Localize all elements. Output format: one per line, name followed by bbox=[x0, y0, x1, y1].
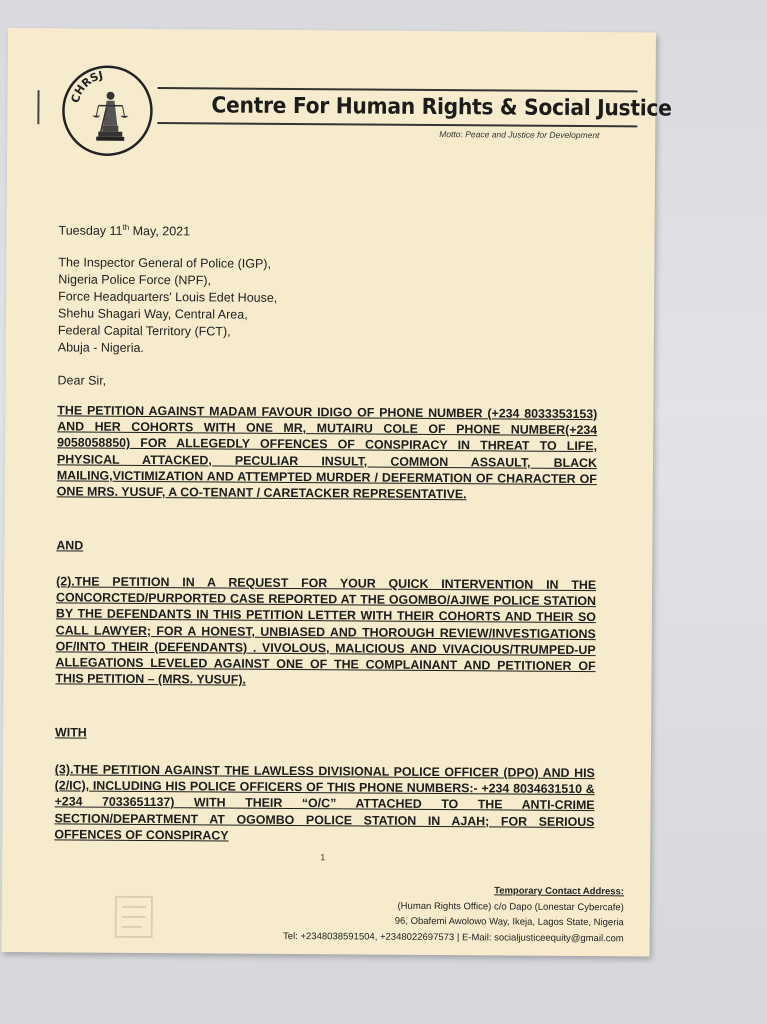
title-rule-top bbox=[158, 87, 638, 92]
date-superscript: th bbox=[122, 222, 130, 232]
salutation: Dear Sir, bbox=[57, 373, 107, 388]
footer-line: (Human Rights Office) c/o Dapo (Lonestar Cybercafe) bbox=[397, 900, 624, 913]
petition-paragraph-3: (3).THE PETITION AGAINST THE LAWLESS DIVISIONAL POLICE OFFICER (DPO) AND HIS (2/IC), INCLUDING HIS POLICE OFFICERS OF THIS PHONE NUMBERS:- +234 8034631510 & +234 7033651137) WITH THEIR “O/C” ATTACHED TO THE ANTI-CRIME SECTION/DEPARTMENT AT OGOMBO POLICE STATION IN AJAH; FOR SERIOUS OFFENCES OF CONSPIRACY bbox=[54, 762, 595, 843]
title-rule-bottom bbox=[157, 122, 637, 127]
recipient-address bbox=[58, 254, 419, 359]
footer-line: 96, Obafemi Awolowo Way, Ikeja, Lagos State, Nigeria bbox=[394, 915, 624, 929]
chrsj-logo-icon bbox=[60, 63, 155, 158]
address-line: Force Headquarters' Louis Edet House, bbox=[58, 289, 278, 305]
footer-line: Tel: +2348038591504, +2348022697573 | E-Mail: socialjusticeequity@gmail.com bbox=[283, 930, 624, 944]
letter-page bbox=[2, 28, 672, 957]
address-line: Shehu Shagari Way, Central Area, bbox=[57, 306, 248, 322]
faint-stamp-icon bbox=[112, 891, 156, 941]
address-line: Abuja - Nigeria. bbox=[57, 340, 144, 355]
page-number: 1 bbox=[320, 852, 326, 863]
address-line: The Inspector General of Police (IGP), bbox=[58, 255, 272, 271]
date-suffix: May, 2021 bbox=[129, 224, 191, 239]
petition-paragraph-2: (2).THE PETITION IN A REQUEST FOR YOUR QUICK INTERVENTION IN THE CONCORCTED/PURPORTED CASE REPORTED AT THE OGOMBO/AJIWE POLICE STATION BY THE DEFENDANTS IN THIS PETITION LETTER WITH THEIR COHORTS AND THEIR SO CALL LAWYER; FOR A HONEST, UNBIASED AND THOROUGH REVIEW/INVESTIGATIONS OF/INTO THEIR (DEFENDANTS) . VIVOLOUS, MALICIOUS AND VIVACIOUS/TRUMPED-UP ALLEGATIONS LEVELED AGAINST ONE OF THE COMPLAINANT AND PETITIONER OF THIS PETITION – (MRS. YUSUF). bbox=[55, 574, 597, 687]
with-label: WITH bbox=[55, 725, 87, 740]
date-prefix: Tuesday 11 bbox=[58, 223, 123, 238]
margin-mark bbox=[37, 90, 39, 124]
and-label: AND bbox=[56, 538, 84, 553]
footer-heading: Temporary Contact Address: bbox=[494, 885, 625, 898]
address-line: Federal Capital Territory (FCT), bbox=[57, 323, 231, 339]
petition-paragraph-1: THE PETITION AGAINST MADAM FAVOUR IDIGO OF PHONE NUMBER (+234 8033353153) AND HER COHORTS WITH ONE MR, MUTAIRU COLE OF PHONE NUMBER(+234 9058058850) FOR ALLEGEDLY OFFENCES OF CONSPIRACY IN THREAT TO LIFE, PHYSICAL ATTACKED, PECULIAR INSULT, COMMON ASSAULT, BLACK MAILING,VICTIMIZATION AND ATTEMPTED MURDER / DEFERMATION OF CHARACTER OF ONE MRS. YUSUF, A CO-TENANT / CARETACKER REPRESENTATIVE. bbox=[56, 403, 598, 502]
svg-text:CHRSJ bbox=[69, 68, 105, 104]
address-line: Nigeria Police Force (NPF), bbox=[58, 272, 212, 288]
motto: Motto: Peace and Justice for Development bbox=[439, 129, 600, 141]
footer-contact bbox=[283, 882, 624, 946]
letter-date bbox=[59, 218, 191, 240]
logo-text: CHRSJ bbox=[68, 68, 105, 105]
organization-name: Centre For Human Rights & Social Justice bbox=[211, 93, 672, 122]
